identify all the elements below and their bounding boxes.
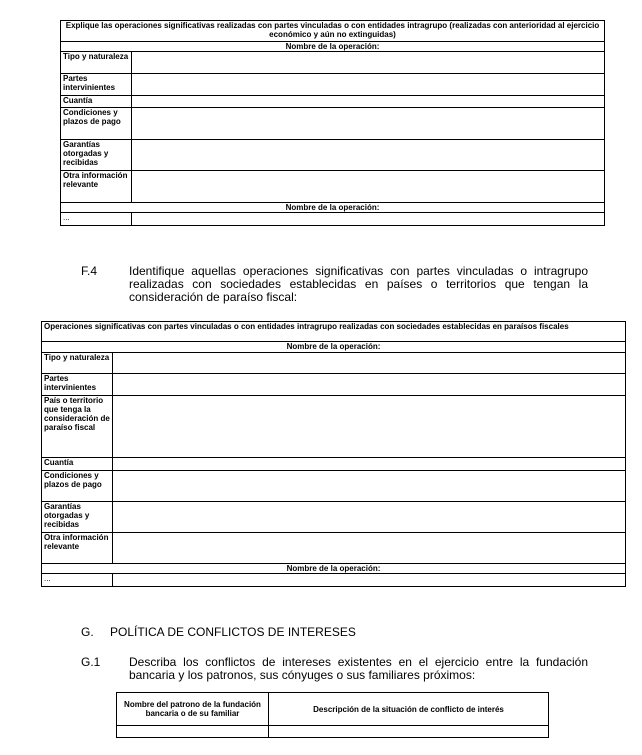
operation-name-label: Nombre de la operación: bbox=[42, 564, 626, 574]
tax-haven-operations-table bbox=[41, 321, 626, 587]
row-label: Otra información relevante bbox=[61, 171, 132, 203]
ellipsis-cell: ... bbox=[42, 574, 113, 587]
column-header: Nombre del patrono de la fundación bancaria o de su familiar bbox=[117, 693, 269, 726]
section-text: Identifique aquellas operaciones significativas con partes vinculadas o intragrupo realizadas con sociedades establecidas en países o territorios que tengan la consideración de paraíso fiscal: bbox=[129, 264, 588, 304]
operation-name-label: Nombre de la operación: bbox=[42, 342, 626, 353]
section-number: G. bbox=[81, 625, 94, 639]
row-value[interactable] bbox=[132, 213, 605, 226]
row-label: Tipo y naturaleza bbox=[61, 52, 132, 74]
row-value[interactable] bbox=[132, 52, 605, 74]
row-value[interactable] bbox=[113, 502, 626, 533]
operation-name-label: Nombre de la operación: bbox=[61, 203, 605, 213]
row-value[interactable] bbox=[113, 533, 626, 564]
section-number: F.4 bbox=[81, 264, 98, 278]
row-value[interactable] bbox=[113, 353, 626, 374]
row-label: Garantías otorgadas y recibidas bbox=[61, 140, 132, 171]
section-title: POLÍTICA DE CONFLICTOS DE INTERESES bbox=[110, 625, 356, 639]
row-label: Tipo y naturaleza bbox=[42, 353, 113, 374]
row-value[interactable] bbox=[113, 458, 626, 471]
row-value[interactable] bbox=[132, 108, 605, 140]
ellipsis-cell: ... bbox=[61, 213, 132, 226]
row-value[interactable] bbox=[113, 471, 626, 502]
column-header: Descripción de la situación de conflicto de interés bbox=[269, 693, 549, 726]
row-value[interactable] bbox=[113, 574, 626, 587]
related-operations-table bbox=[60, 20, 605, 226]
table-cell[interactable] bbox=[117, 726, 269, 738]
row-value[interactable] bbox=[132, 96, 605, 108]
row-label: Partes intervinientes bbox=[61, 74, 132, 96]
row-value[interactable] bbox=[113, 396, 626, 458]
section-text: Describa los conflictos de intereses existentes en el ejercicio entre la fundación bancaria y los patronos, sus cónyuges o sus familiares próximos: bbox=[129, 655, 588, 682]
table-header: Operaciones significativas con partes vinculadas o con entidades intragrupo realizadas con sociedades establecidas en paraísos fiscales bbox=[42, 322, 626, 342]
operation-name-label: Nombre de la operación: bbox=[61, 42, 605, 52]
row-value[interactable] bbox=[132, 74, 605, 96]
row-value[interactable] bbox=[113, 374, 626, 396]
row-label: Cuantía bbox=[42, 458, 113, 471]
row-value[interactable] bbox=[132, 171, 605, 203]
row-label: País o territorio que tenga la consideración de paraíso fiscal bbox=[42, 396, 113, 458]
row-label: Condiciones y plazos de pago bbox=[42, 471, 113, 502]
row-label: Otra información relevante bbox=[42, 533, 113, 564]
table-cell[interactable] bbox=[269, 726, 549, 738]
row-label: Garantías otorgadas y recibidas bbox=[42, 502, 113, 533]
row-value[interactable] bbox=[132, 140, 605, 171]
row-label: Cuantía bbox=[61, 96, 132, 108]
table-header: Explique las operaciones significativas realizadas con partes vinculadas o con entidades intragrupo (realizadas con anterioridad al ejercicio económico y aún no extinguidas) bbox=[61, 21, 605, 42]
section-number: G.1 bbox=[81, 655, 101, 669]
conflicts-table bbox=[116, 692, 549, 738]
row-label: Condiciones y plazos de pago bbox=[61, 108, 132, 140]
row-label: Partes intervinientes bbox=[42, 374, 113, 396]
